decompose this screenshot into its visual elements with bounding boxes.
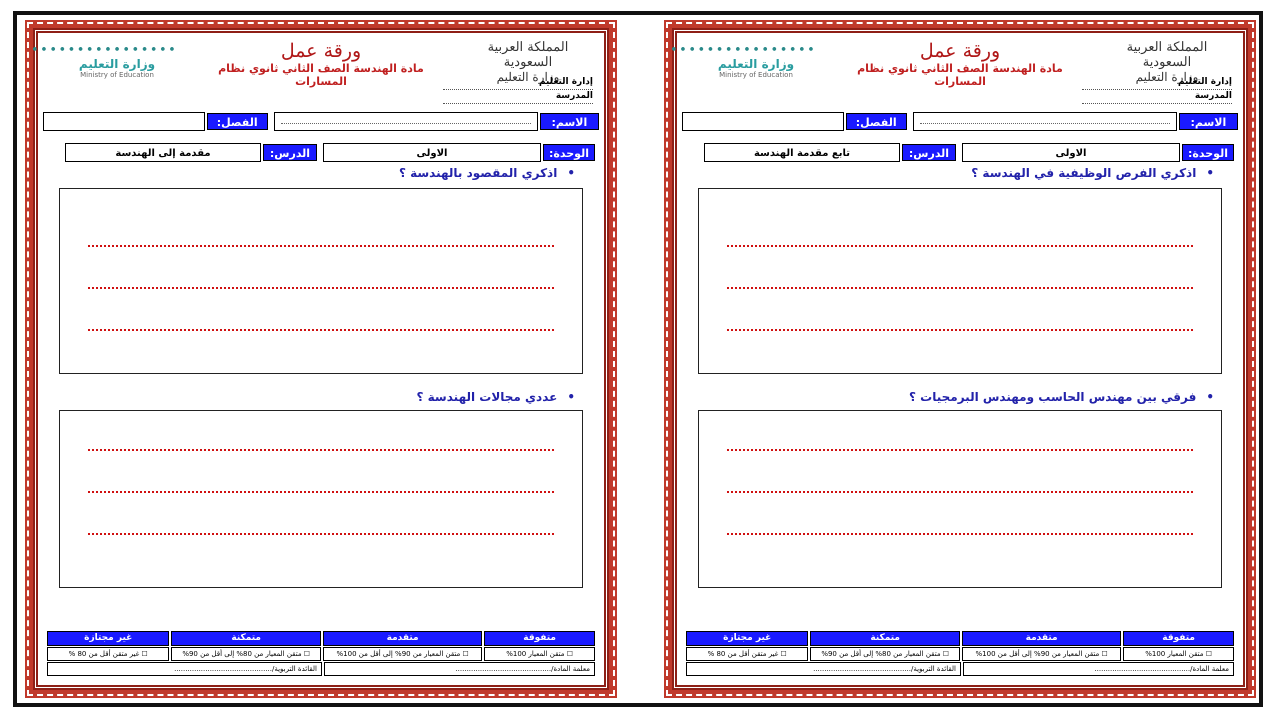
grade-head-proficient: متمكنة — [810, 631, 960, 646]
unit-label: الوحدة: — [543, 144, 595, 161]
bullet-icon: • — [1206, 390, 1214, 404]
subject-line-2: المسارات — [934, 75, 986, 88]
question-1-text: اذكري المقصود بالهندسة ؟ — [398, 166, 558, 180]
name-label: الاسم: — [1179, 113, 1238, 130]
education-admin-field[interactable]: إدارة التعليم — [443, 76, 593, 90]
unit-lesson-row — [682, 143, 1234, 162]
question-1-text: اذكري الفرص الوظيفية في الهندسة ؟ — [971, 166, 1197, 180]
question-2-text: فرقي بين مهندس الحاسب ومهندس البرمجيات ؟ — [909, 390, 1197, 404]
ministry-english: Ministry of Education — [719, 71, 793, 79]
grading-bar — [47, 631, 595, 676]
answer-line — [88, 329, 554, 331]
lesson-label: الدرس: — [263, 144, 317, 161]
admin-fields — [443, 76, 593, 104]
subject-line-1: مادة الهندسة الصف الثاني ثانوي نظام — [218, 62, 424, 75]
answer-line — [88, 287, 554, 289]
grade-option-1[interactable]: ☐ متقن المعيار 100% — [1123, 647, 1234, 661]
question-2 — [417, 390, 575, 404]
answer-line — [727, 245, 1193, 247]
bullet-icon: • — [1206, 166, 1214, 180]
class-label: الفصل: — [846, 113, 907, 130]
grade-option-2[interactable]: ☐ متقن المعيار من 90% إلى أقل من 100% — [962, 647, 1121, 661]
grade-head-excellent: متفوقة — [1123, 631, 1234, 646]
crest-line-2: وزارة التعليم — [1135, 70, 1199, 84]
unit-label: الوحدة: — [1182, 144, 1234, 161]
answer-line — [88, 491, 554, 493]
subject-line-2: المسارات — [295, 75, 347, 88]
title-block — [832, 40, 1088, 88]
grade-option-4[interactable]: ☐ غير متقن أقل من 80 % — [686, 647, 808, 661]
crest-line-2: وزارة التعليم — [496, 70, 560, 84]
answer-line — [727, 533, 1193, 535]
bullet-icon: • — [567, 166, 575, 180]
answer-line — [88, 449, 554, 451]
answer-line — [727, 491, 1193, 493]
grade-option-2[interactable]: ☐ متقن المعيار من 90% إلى أقل من 100% — [323, 647, 482, 661]
grade-head-failed: غير مجتازة — [47, 631, 169, 646]
name-label: الاسم: — [540, 113, 599, 130]
name-input[interactable] — [913, 112, 1177, 131]
ministry-name: وزارة التعليم — [717, 57, 795, 71]
subject-line-1: مادة الهندسة الصف الثاني ثانوي نظام — [857, 62, 1063, 75]
name-class-row — [682, 112, 1238, 131]
answer-line — [88, 245, 554, 247]
answer-box-2[interactable] — [698, 410, 1222, 588]
answer-box-1[interactable] — [698, 188, 1222, 374]
ministry-logo — [669, 42, 816, 79]
unit-lesson-row — [43, 143, 595, 162]
class-label: الفصل: — [207, 113, 268, 130]
grade-head-advanced: متقدمة — [323, 631, 482, 646]
ministry-logo-icon: ∙∙∙∙∙∙∙∙∙∙∙∙∙∙∙∙ — [30, 42, 177, 57]
grade-option-1[interactable]: ☐ متقن المعيار 100% — [484, 647, 595, 661]
lesson-value[interactable]: تابع مقدمة الهندسة — [704, 143, 900, 162]
class-input[interactable] — [682, 112, 844, 131]
crest-line-1: المملكة العربية السعودية — [487, 40, 569, 70]
admin-fields — [1082, 76, 1232, 104]
unit-value[interactable]: الاولى — [323, 143, 541, 162]
grade-option-4[interactable]: ☐ غير متقن أقل من 80 % — [47, 647, 169, 661]
teacher-signature[interactable]: معلمة المادة/........................................... — [963, 662, 1234, 676]
question-1 — [399, 166, 575, 180]
answer-line — [727, 287, 1193, 289]
grade-head-proficient: متمكنة — [171, 631, 321, 646]
worksheet-right — [664, 20, 1256, 698]
crest-line-1: المملكة العربية السعودية — [1126, 40, 1208, 70]
answer-line — [727, 329, 1193, 331]
worksheet-title: ورقة عمل — [280, 40, 362, 62]
lesson-label: الدرس: — [902, 144, 956, 161]
grade-head-failed: غير مجتازة — [686, 631, 808, 646]
name-input[interactable] — [274, 112, 538, 131]
leader-signature[interactable]: القائدة التربوية/............................................ — [47, 662, 322, 676]
leader-signature[interactable]: القائدة التربوية/............................................ — [686, 662, 961, 676]
school-field[interactable]: المدرسة — [443, 90, 593, 104]
question-2-text: عددي مجالات الهندسة ؟ — [416, 390, 558, 404]
answer-box-1[interactable] — [59, 188, 583, 374]
teacher-signature[interactable]: معلمة المادة/........................................... — [324, 662, 595, 676]
lesson-value[interactable]: مقدمة إلى الهندسة — [65, 143, 261, 162]
worksheet-title: ورقة عمل — [919, 40, 1001, 62]
question-2 — [909, 390, 1214, 404]
name-class-row — [43, 112, 599, 131]
grade-option-3[interactable]: ☐ متقن المعيار من 80% إلى أقل من 90% — [171, 647, 321, 661]
question-1 — [971, 166, 1214, 180]
unit-value[interactable]: الاولى — [962, 143, 1180, 162]
worksheet-left — [25, 20, 617, 698]
grade-head-excellent: متفوقة — [484, 631, 595, 646]
answer-line — [88, 533, 554, 535]
education-admin-field[interactable]: إدارة التعليم — [1082, 76, 1232, 90]
grade-head-advanced: متقدمة — [962, 631, 1121, 646]
answer-line — [727, 449, 1193, 451]
title-block — [193, 40, 449, 88]
answer-box-2[interactable] — [59, 410, 583, 588]
ministry-logo — [30, 42, 177, 79]
ministry-logo-icon: ∙∙∙∙∙∙∙∙∙∙∙∙∙∙∙∙ — [669, 42, 816, 57]
school-field[interactable]: المدرسة — [1082, 90, 1232, 104]
ministry-name: وزارة التعليم — [78, 57, 156, 71]
class-input[interactable] — [43, 112, 205, 131]
bullet-icon: • — [567, 390, 575, 404]
ministry-english: Ministry of Education — [80, 71, 154, 79]
grading-bar — [686, 631, 1234, 676]
grade-option-3[interactable]: ☐ متقن المعيار من 80% إلى أقل من 90% — [810, 647, 960, 661]
